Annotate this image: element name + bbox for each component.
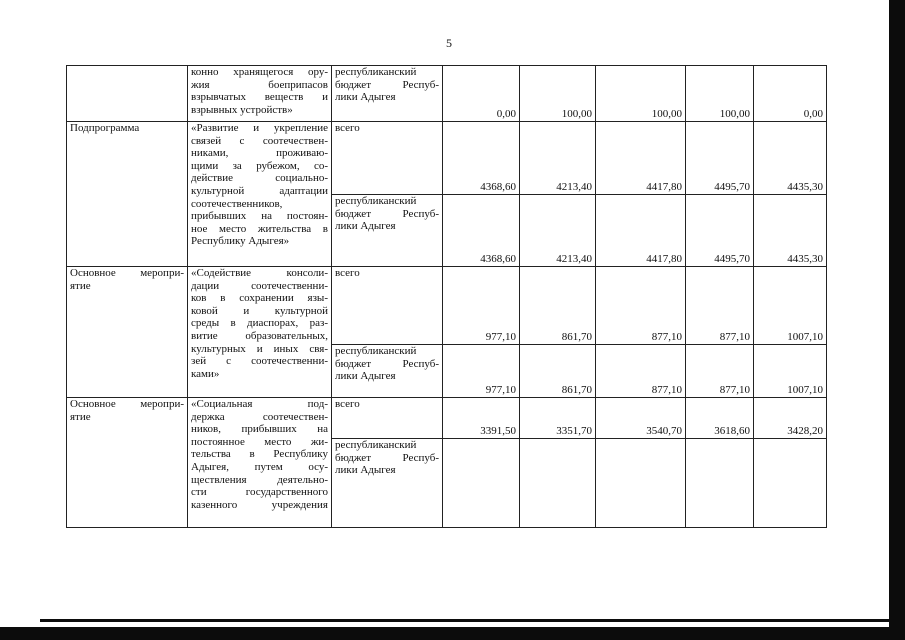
- value-cell: 977,10: [443, 267, 520, 345]
- program-cell: «Социальная под- держка соотечествен- ников, прибывших на постоянное место жи- тельства в Республику Адыгея, путем осу- ществления деятельно- сти государственного казенного учреждения: [188, 398, 332, 528]
- table-row: [67, 66, 827, 122]
- program-cell: конно хранящегося ору- жия боеприпасов взрывчатых веществ и взрывных устройств»: [188, 66, 332, 122]
- value-cell: [686, 439, 754, 528]
- table-row: [67, 398, 827, 439]
- scan-border: [889, 0, 905, 640]
- value-cell: 4417,80: [596, 122, 686, 195]
- value-cell: 3351,70: [520, 398, 596, 439]
- type-cell: Основное меропри- ятие: [67, 398, 188, 528]
- funding-source-cell: всего: [332, 267, 443, 345]
- value-cell: 3391,50: [443, 398, 520, 439]
- type-cell: Подпрограмма: [67, 122, 188, 267]
- program-cell: «Развитие и укрепление связей с соотечествен- никами, проживаю- щими за рубежом, со- действие социально- культурной адаптации соотечественников, прибывших на постоян- ное место жительства в Республику Адыгея»: [188, 122, 332, 267]
- value-cell: 4435,30: [754, 122, 827, 195]
- value-cell: 4495,70: [686, 195, 754, 267]
- value-cell: 4368,60: [443, 122, 520, 195]
- value-cell: 877,10: [596, 267, 686, 345]
- value-cell: 877,10: [686, 267, 754, 345]
- funding-source-cell: всего: [332, 122, 443, 195]
- budget-table: [66, 65, 827, 528]
- value-cell: 4213,40: [520, 195, 596, 267]
- value-cell: 100,00: [686, 66, 754, 122]
- type-cell: Основное меропри- ятие: [67, 267, 188, 398]
- program-cell: «Содействие консоли- дации соотечественни- ков в сохранении язы- ковой и культурной среды в диаспорах, раз- витие образовательных, культурных и иных свя- зей с соотечественни- ками»: [188, 267, 332, 398]
- value-cell: 877,10: [686, 345, 754, 398]
- value-cell: 4417,80: [596, 195, 686, 267]
- funding-source-cell: республиканский бюджет Респуб- лики Адыгея: [332, 439, 443, 528]
- value-cell: 4435,30: [754, 195, 827, 267]
- funding-source-cell: республиканский бюджет Респуб- лики Адыгея: [332, 195, 443, 267]
- value-cell: [520, 439, 596, 528]
- funding-source-cell: республиканский бюджет Респуб- лики Адыгея: [332, 66, 443, 122]
- value-cell: 861,70: [520, 267, 596, 345]
- value-cell: 3428,20: [754, 398, 827, 439]
- value-cell: [443, 439, 520, 528]
- value-cell: 100,00: [596, 66, 686, 122]
- value-cell: 4495,70: [686, 122, 754, 195]
- value-cell: 861,70: [520, 345, 596, 398]
- value-cell: 3540,70: [596, 398, 686, 439]
- table-row: [67, 267, 827, 345]
- scan-border: [0, 627, 905, 640]
- value-cell: 1007,10: [754, 267, 827, 345]
- value-cell: [754, 439, 827, 528]
- value-cell: 4368,60: [443, 195, 520, 267]
- value-cell: 3618,60: [686, 398, 754, 439]
- value-cell: 977,10: [443, 345, 520, 398]
- value-cell: 4213,40: [520, 122, 596, 195]
- table-row: [67, 122, 827, 195]
- scan-border: [40, 619, 890, 622]
- value-cell: 877,10: [596, 345, 686, 398]
- type-cell: [67, 66, 188, 122]
- funding-source-cell: всего: [332, 398, 443, 439]
- value-cell: 1007,10: [754, 345, 827, 398]
- funding-source-cell: республиканский бюджет Респуб- лики Адыгея: [332, 345, 443, 398]
- value-cell: 0,00: [443, 66, 520, 122]
- value-cell: [596, 439, 686, 528]
- value-cell: 0,00: [754, 66, 827, 122]
- page-number: 5: [446, 36, 452, 50]
- value-cell: 100,00: [520, 66, 596, 122]
